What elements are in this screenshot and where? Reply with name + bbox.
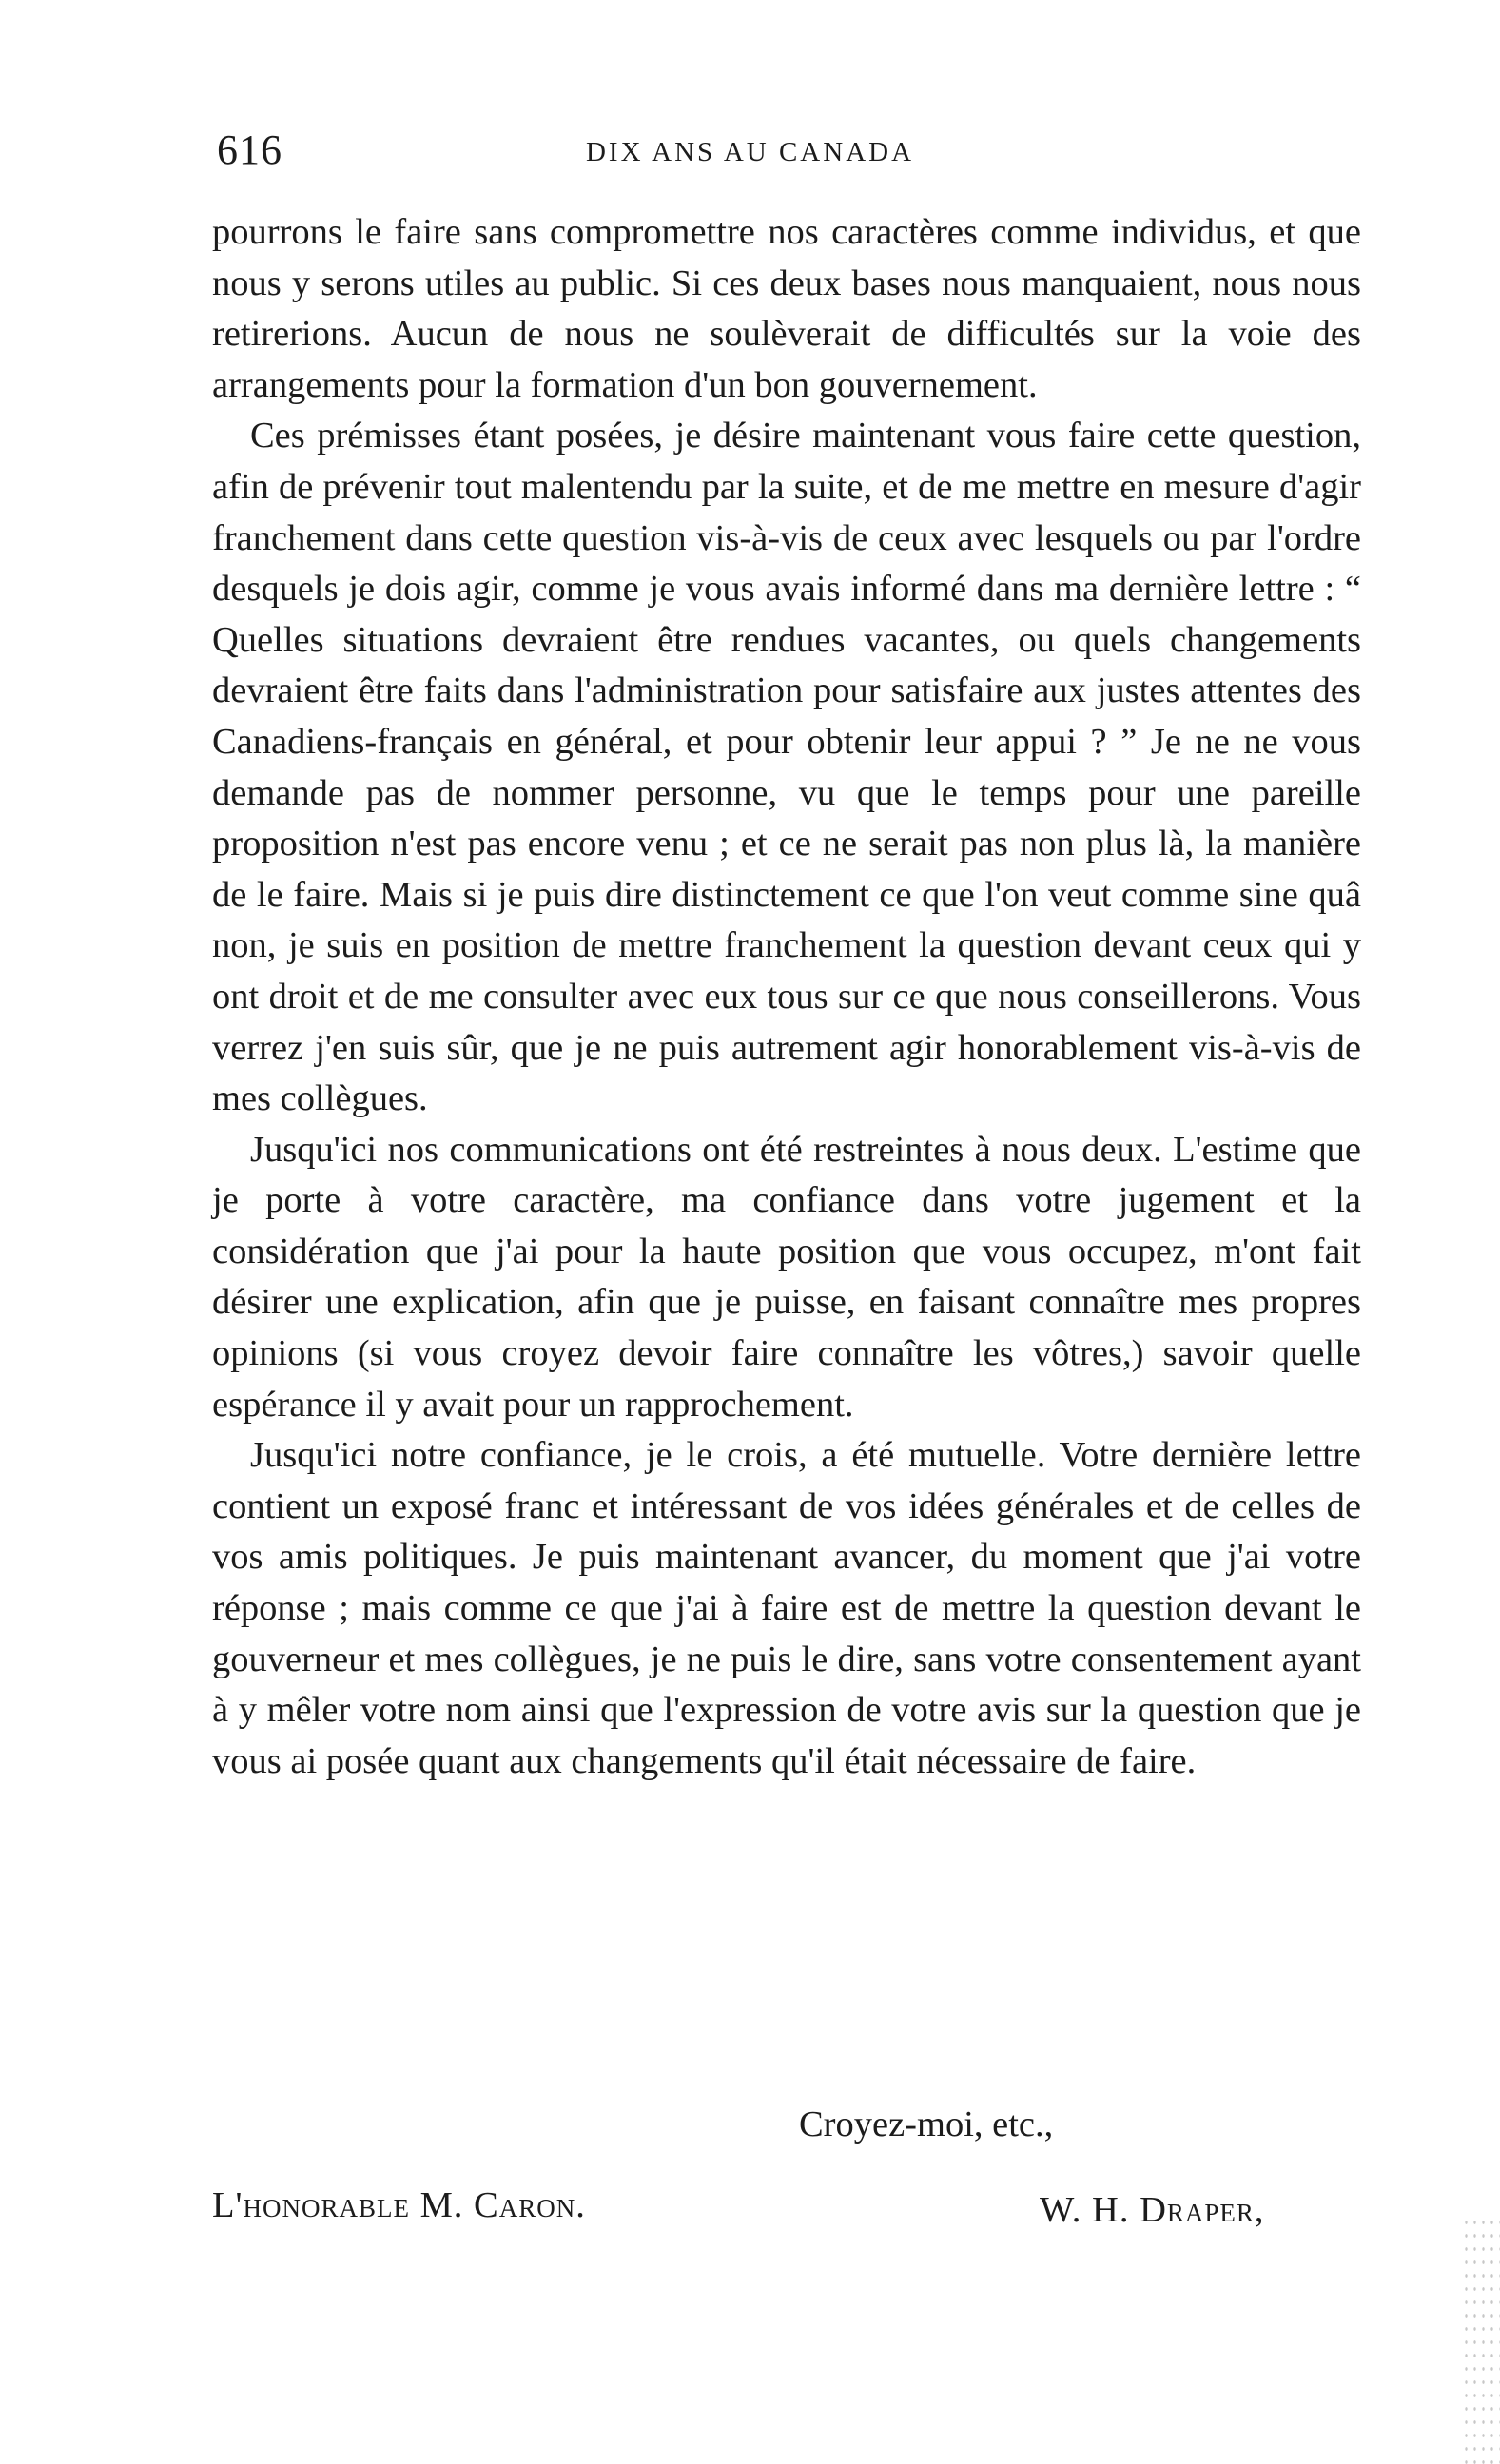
running-title: DIX ANS AU CANADA [585,137,915,167]
paragraph-continuation: pourrons le faire sans compromettre nos caractères comme individus, et que nous y serons utiles au public. Si ces deux bases nous manquaient, nous nous retirerions. Aucun de nous ne soulèverait de difficultés sur la voie des arrangements pour la formation d'un bon gouvernement. [212,212,1361,405]
paragraph: Jusqu'ici nos communications ont été restreintes à nous deux. L'estime que je porte à votre caractère, ma confiance dans votre jugement et la considération que j'ai pour la haute position que vous occupez, m'ont fait désirer une explication, afin que je puisse, en faisant connaître mes propres opinions (si vous croyez devoir faire connaître les vôtres,) savoir quelle espérance il y avait pour un rapprochement. [212,1129,1361,1425]
addressee: L'honorable M. Caron. [212,2185,586,2225]
paragraph: Ces prémisses étant posées, je désire maintenant vous faire cette question, afin de prévenir tout malentendu par la suite, et de me mettre en mesure d'agir franchement dans cette question vis-à-vis de ceux avec lesquels ou par l'ordre desquels je dois agir, comme je vous avais informé dans ma dernière lettre : “ Quelles situations devraient être rendues vacantes, ou quels changements devraient être faits dans l'administration pour satisfaire aux justes attentes des Canadiens-français en général, et pour obtenir leur appui ? ” Je ne ne vous demande pas de nommer personne, vu que le temps pour une pareille proposition n'est pas encore venu ; et ce ne serait pas non plus là, la manière de le faire. Mais si je puis dire distinctement ce que l'on veut comme sine quâ non, je suis en position de mettre franchement la question devant ceux qui y ont droit et de me consulter avec eux tous sur ce que nous conseillerons. Vous verrez j'en suis sûr, que je ne puis autrement agir honorablement vis-à-vis de mes collègues. [212,416,1361,1119]
letter-body [212,207,1361,1787]
letter-closing: Croyez-moi, etc., [799,2105,1054,2144]
page-number: 616 [217,126,282,173]
paragraph: Jusqu'ici notre confiance, je le crois, a été mutuelle. Votre dernière lettre contient un exposé franc et intéressant de vos idées générales et de celles de vos amis politiques. Je puis maintenant avancer, du moment que j'ai votre réponse ; mais comme ce que j'ai à faire est de mettre la question devant le gouverneur et mes collègues, je ne puis le dire, sans votre consentement ayant à y mêler votre nom ainsi que l'expression de votre avis sur la question que je vous ai posée quant aux changements qu'il était nécessaire de faire. [212,1435,1361,1781]
signature: W. H. Draper, [1040,2190,1265,2230]
page-edge-specks [1462,2216,1500,2464]
